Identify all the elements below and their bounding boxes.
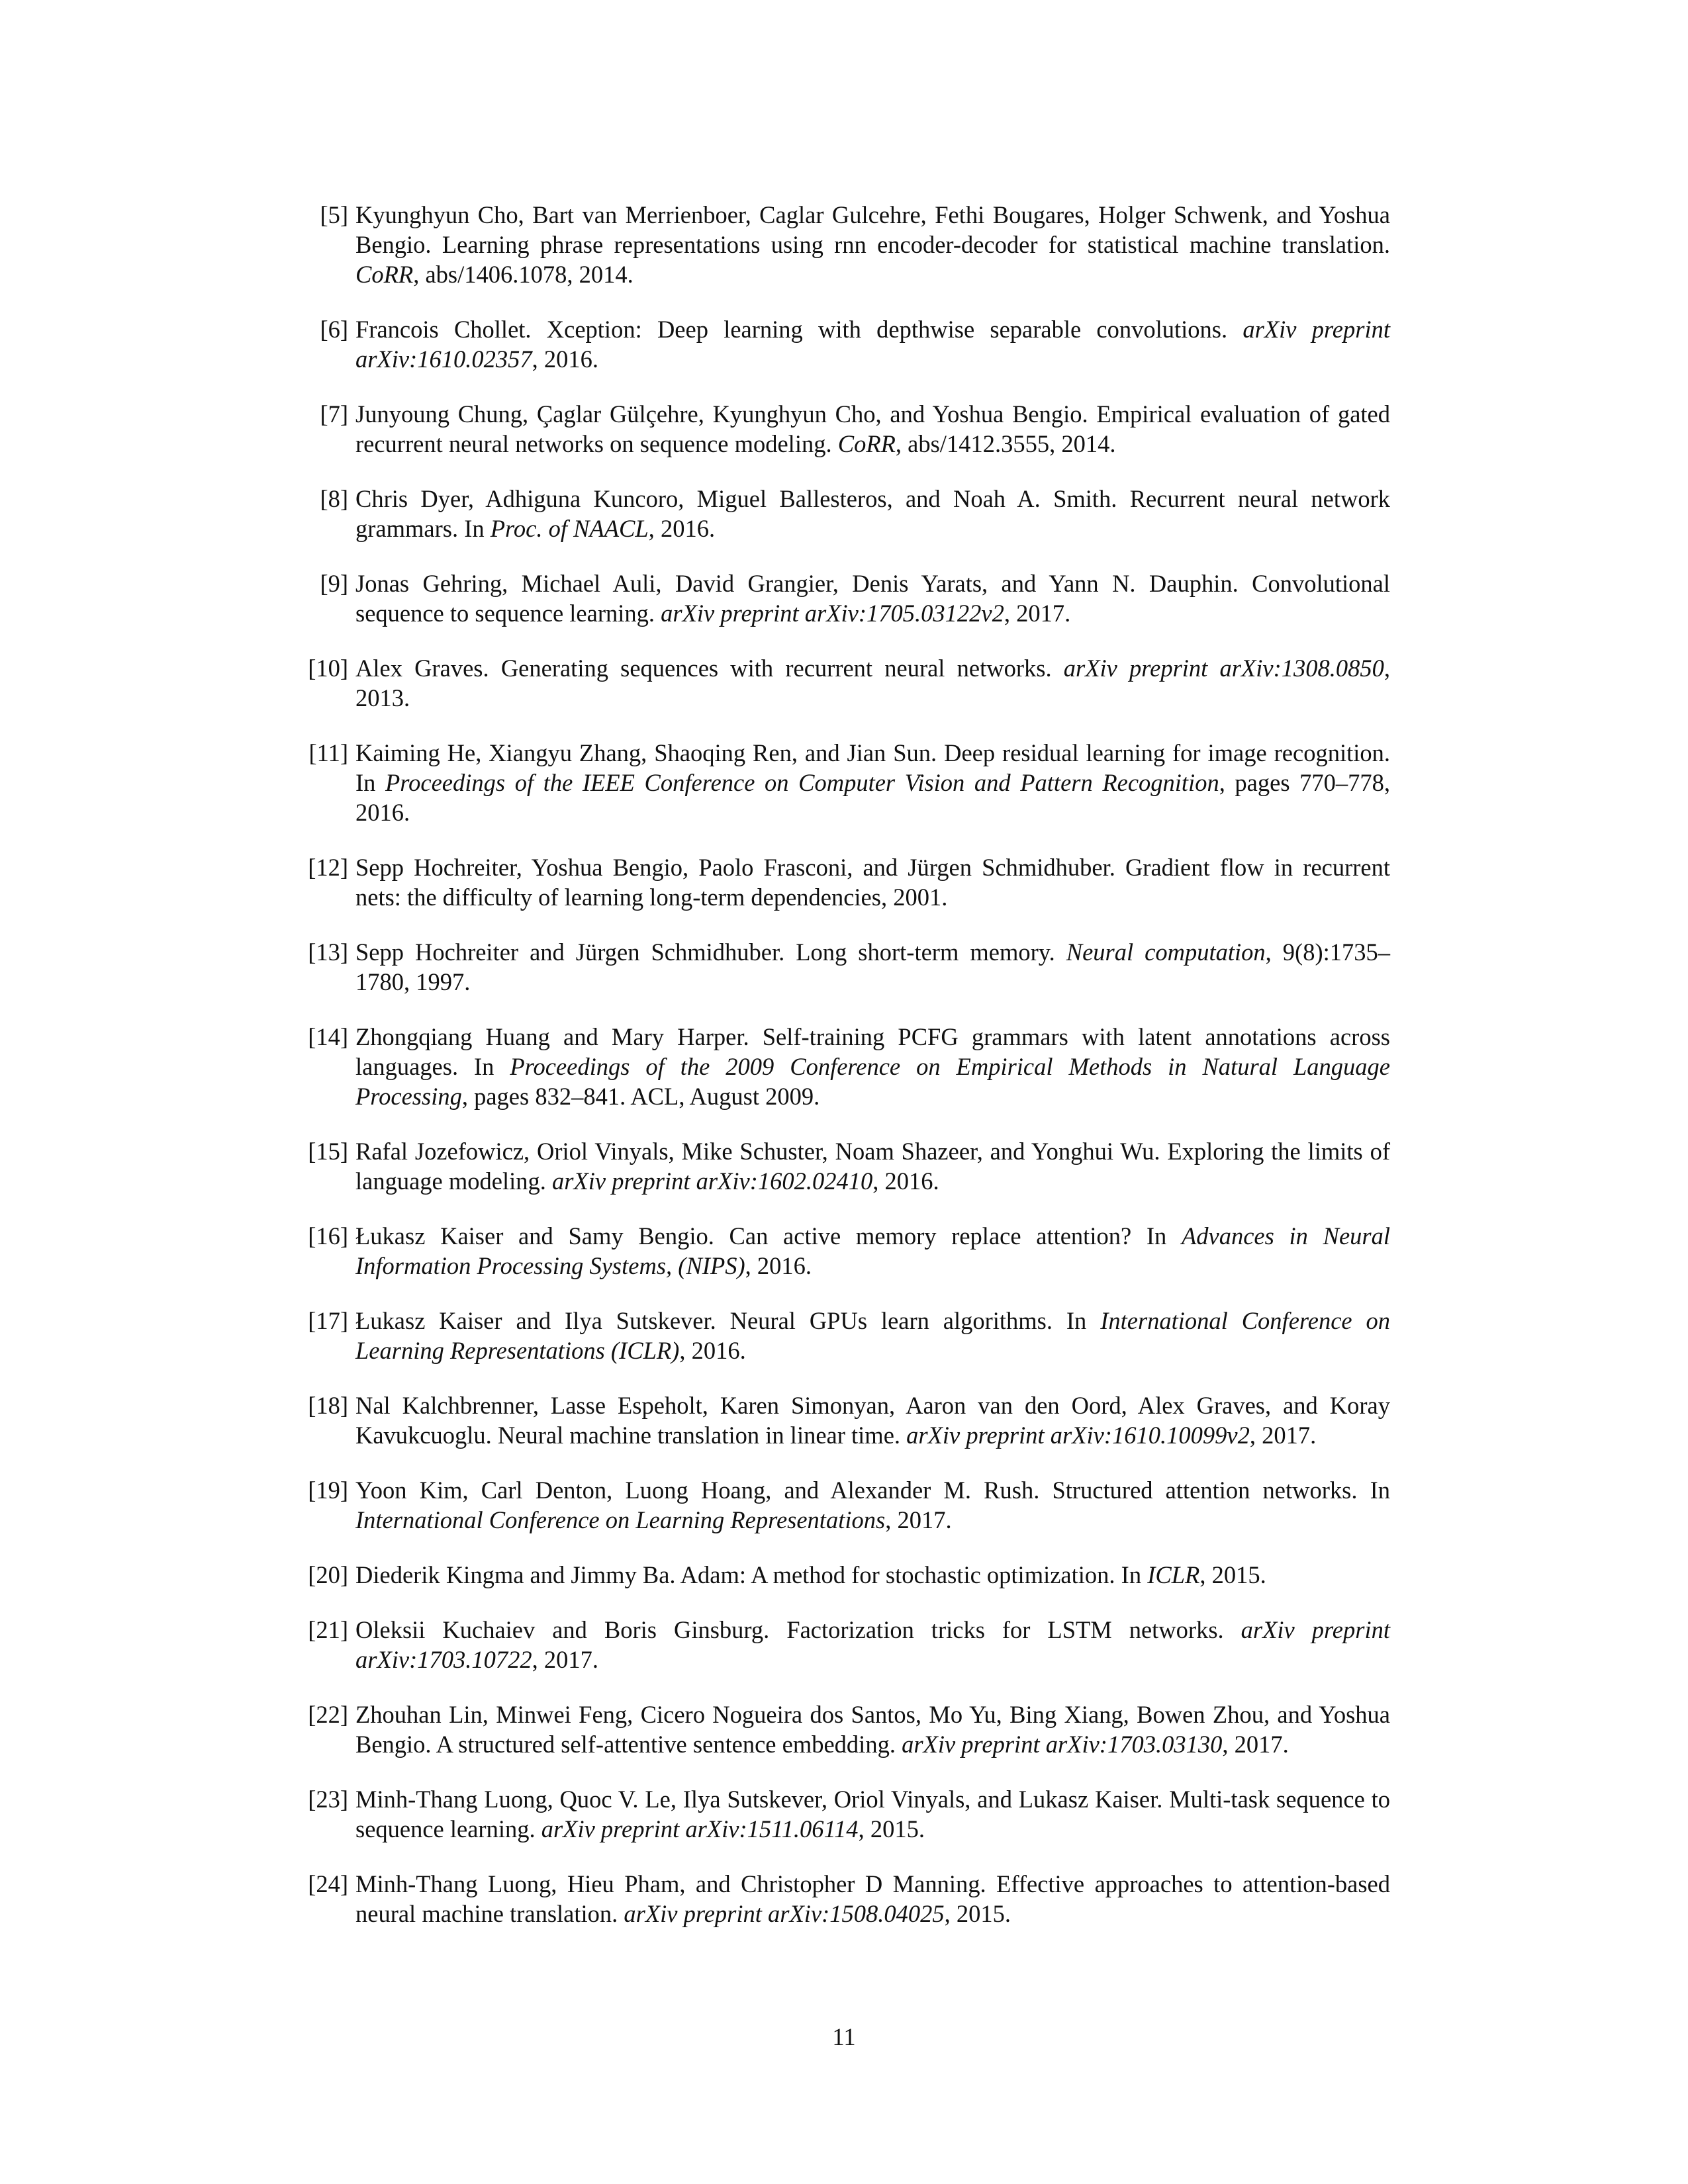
reference-segment: Kaiming He, Xiangyu Zhang, Shaoqing Ren, and Jian Sun. Deep residual learning for image recognition. In — [355, 739, 1390, 796]
reference-segment: , 2015. — [858, 1815, 925, 1843]
reference-number: [19] — [308, 1477, 348, 1504]
reference-entry — [298, 399, 1390, 459]
reference-text — [355, 485, 1390, 542]
reference-entry — [298, 1136, 1390, 1196]
reference-segment: Minh-Thang Luong, Hieu Pham, and Christopher D Manning. Effective approaches to attention-based neural machine translation. — [355, 1870, 1390, 1927]
reference-segment: , 2015. — [1199, 1561, 1266, 1588]
reference-segment: , abs/1412.3555, 2014. — [895, 430, 1116, 457]
reference-entry — [298, 569, 1390, 628]
reference-segment: , 2016. — [679, 1337, 746, 1364]
reference-text — [355, 1786, 1390, 1843]
reference-number: [22] — [308, 1701, 348, 1728]
reference-number: [5] — [320, 201, 348, 228]
reference-text — [355, 1870, 1390, 1927]
reference-venue: arXiv preprint arXiv:1610.02357 — [355, 316, 1390, 373]
reference-segment: Diederik Kingma and Jimmy Ba. Adam: A method for stochastic optimization. In — [355, 1561, 1148, 1588]
reference-text — [355, 1222, 1390, 1279]
reference-entry — [298, 852, 1390, 912]
reference-segment: , abs/1406.1078, 2014. — [413, 261, 633, 288]
reference-entry — [298, 484, 1390, 543]
reference-entry — [298, 1022, 1390, 1111]
reference-segment: Kyunghyun Cho, Bart van Merrienboer, Caglar Gulcehre, Fethi Bougares, Holger Schwenk, and Yoshua Bengio. Learning phrase representations using rnn encoder-decoder for statistical machine translation. — [355, 201, 1390, 258]
reference-text — [355, 1477, 1390, 1533]
reference-text — [355, 1392, 1390, 1449]
reference-segment: Zhouhan Lin, Minwei Feng, Cicero Nogueira dos Santos, Mo Yu, Bing Xiang, Bowen Zhou, and Yoshua Bengio. A structured self-attentive sentence embedding. — [355, 1701, 1390, 1758]
reference-entry — [298, 1475, 1390, 1535]
reference-segment: Minh-Thang Luong, Quoc V. Le, Ilya Sutskever, Oriol Vinyals, and Lukasz Kaiser. Multi-task sequence to sequence learning. — [355, 1786, 1390, 1843]
reference-number: [13] — [308, 938, 348, 966]
reference-venue: arXiv preprint arXiv:1508.04025 — [624, 1900, 945, 1927]
reference-segment: Łukasz Kaiser and Ilya Sutskever. Neural GPUs learn algorithms. In — [355, 1307, 1101, 1334]
reference-venue: Advances in Neural Information Processing Systems, (NIPS) — [355, 1222, 1390, 1279]
reference-segment: Sepp Hochreiter, Yoshua Bengio, Paolo Frasconi, and Jürgen Schmidhuber. Gradient flow in recurrent nets: the difficulty of learning long-term dependencies, 2001. — [355, 854, 1390, 911]
reference-entry — [298, 1221, 1390, 1281]
reference-venue: arXiv preprint arXiv:1705.03122v2 — [661, 600, 1004, 627]
reference-text — [355, 1561, 1266, 1588]
reference-text — [355, 1616, 1390, 1673]
reference-segment: , 2017. — [885, 1506, 952, 1533]
reference-text — [355, 1023, 1390, 1110]
reference-venue: CoRR — [837, 430, 896, 457]
reference-venue: Proc. of NAACL — [490, 515, 649, 542]
reference-number: [14] — [308, 1023, 348, 1050]
reference-entry — [298, 1306, 1390, 1365]
reference-entry — [298, 1615, 1390, 1674]
reference-entry — [298, 1560, 1390, 1590]
reference-entry — [298, 738, 1390, 827]
reference-number: [6] — [320, 316, 348, 343]
reference-venue: ICLR — [1147, 1561, 1200, 1588]
reference-number: [17] — [308, 1307, 348, 1334]
reference-entry — [298, 200, 1390, 289]
reference-number: [8] — [320, 485, 348, 512]
reference-venue: Proceedings of the 2009 Conference on Empirical Methods in Natural Language Processing — [355, 1053, 1390, 1110]
reference-entry — [298, 314, 1390, 374]
reference-venue: Proceedings of the IEEE Conference on Computer Vision and Pattern Recognition — [385, 769, 1219, 796]
reference-venue: arXiv preprint arXiv:1602.02410 — [552, 1167, 873, 1195]
reference-text — [355, 655, 1390, 711]
reference-segment: Alex Graves. Generating sequences with recurrent neural networks. — [355, 655, 1064, 682]
reference-venue: International Conference on Learning Representations — [355, 1506, 886, 1533]
reference-text — [355, 201, 1390, 288]
reference-list — [298, 200, 1390, 1954]
reference-segment: Sepp Hochreiter and Jürgen Schmidhuber. Long short-term memory. — [355, 938, 1066, 966]
reference-entry — [298, 1869, 1390, 1929]
reference-text — [355, 938, 1390, 995]
reference-number: [7] — [320, 400, 348, 428]
reference-segment: Junyoung Chung, Çaglar Gülçehre, Kyunghyun Cho, and Yoshua Bengio. Empirical evaluation of gated recurrent neural networks on sequence modeling. — [355, 400, 1390, 457]
reference-segment: , 9(8):1735–1780, 1997. — [355, 938, 1390, 995]
reference-text — [355, 316, 1390, 373]
reference-venue: arXiv preprint arXiv:1610.10099v2 — [906, 1422, 1250, 1449]
reference-venue: Neural computation — [1066, 938, 1266, 966]
reference-text — [355, 854, 1390, 911]
reference-text — [355, 739, 1390, 826]
reference-text — [355, 1701, 1390, 1758]
reference-text — [355, 1138, 1390, 1195]
reference-segment: Yoon Kim, Carl Denton, Luong Hoang, and Alexander M. Rush. Structured attention networks. In — [355, 1477, 1390, 1504]
reference-entry — [298, 1390, 1390, 1450]
reference-segment: Łukasz Kaiser and Samy Bengio. Can active memory replace attention? In — [355, 1222, 1182, 1250]
reference-number: [21] — [308, 1616, 348, 1643]
reference-segment: Oleksii Kuchaiev and Boris Ginsburg. Factorization tricks for LSTM networks. — [355, 1616, 1241, 1643]
reference-number: [12] — [308, 854, 348, 881]
reference-number: [23] — [308, 1786, 348, 1813]
reference-segment: Zhongqiang Huang and Mary Harper. Self-training PCFG grammars with latent annotations across languages. In — [355, 1023, 1390, 1080]
reference-segment: Nal Kalchbrenner, Lasse Espeholt, Karen Simonyan, Aaron van den Oord, Alex Graves, and Koray Kavukcuoglu. Neural machine translation in linear time. — [355, 1392, 1390, 1449]
reference-segment: , 2017. — [1249, 1422, 1317, 1449]
reference-number: [9] — [320, 570, 348, 597]
reference-segment: , pages 770–778, 2016. — [355, 769, 1391, 826]
reference-number: [18] — [308, 1392, 348, 1419]
reference-number: [11] — [308, 739, 348, 766]
reference-entry — [298, 1700, 1390, 1759]
reference-segment: , 2017. — [1222, 1731, 1289, 1758]
reference-segment: Chris Dyer, Adhiguna Kuncoro, Miguel Ballesteros, and Noah A. Smith. Recurrent neural network grammars. In — [355, 485, 1390, 542]
reference-segment: , 2016. — [648, 515, 716, 542]
reference-entry — [298, 937, 1390, 997]
reference-number: [15] — [308, 1138, 348, 1165]
reference-entry — [298, 653, 1390, 713]
reference-number: [24] — [308, 1870, 348, 1897]
reference-venue: arXiv preprint arXiv:1703.03130 — [902, 1731, 1223, 1758]
reference-segment: Rafal Jozefowicz, Oriol Vinyals, Mike Schuster, Noam Shazeer, and Yonghui Wu. Exploring the limits of language modeling. — [355, 1138, 1390, 1195]
reference-text — [355, 570, 1390, 627]
reference-segment: , 2016. — [532, 345, 598, 373]
reference-segment: , 2013. — [355, 655, 1391, 711]
reference-text — [355, 1307, 1390, 1364]
reference-segment: , 2015. — [944, 1900, 1011, 1927]
reference-segment: , 2017. — [532, 1646, 598, 1673]
page-number: 11 — [832, 2023, 856, 2050]
reference-number: [10] — [308, 655, 348, 682]
reference-number: [16] — [308, 1222, 348, 1250]
reference-segment: , 2017. — [1004, 600, 1071, 627]
reference-venue: International Conference on Learning Representations (ICLR) — [355, 1307, 1390, 1364]
reference-segment: Jonas Gehring, Michael Auli, David Grangier, Denis Yarats, and Yann N. Dauphin. Convolutional sequence to sequence learning. — [355, 570, 1390, 627]
reference-number: [20] — [308, 1561, 348, 1588]
reference-segment: , 2016. — [745, 1252, 812, 1279]
reference-entry — [298, 1784, 1390, 1844]
reference-segment: , pages 832–841. ACL, August 2009. — [461, 1083, 820, 1110]
reference-venue: arXiv preprint arXiv:1703.10722 — [355, 1616, 1390, 1673]
reference-venue: arXiv preprint arXiv:1511.06114 — [541, 1815, 859, 1843]
reference-segment: , 2016. — [872, 1167, 939, 1195]
reference-venue: arXiv preprint arXiv:1308.0850 — [1063, 655, 1384, 682]
reference-segment: Francois Chollet. Xception: Deep learning with depthwise separable convolutions. — [355, 316, 1243, 343]
reference-text — [355, 400, 1390, 457]
reference-venue: CoRR — [355, 261, 414, 288]
